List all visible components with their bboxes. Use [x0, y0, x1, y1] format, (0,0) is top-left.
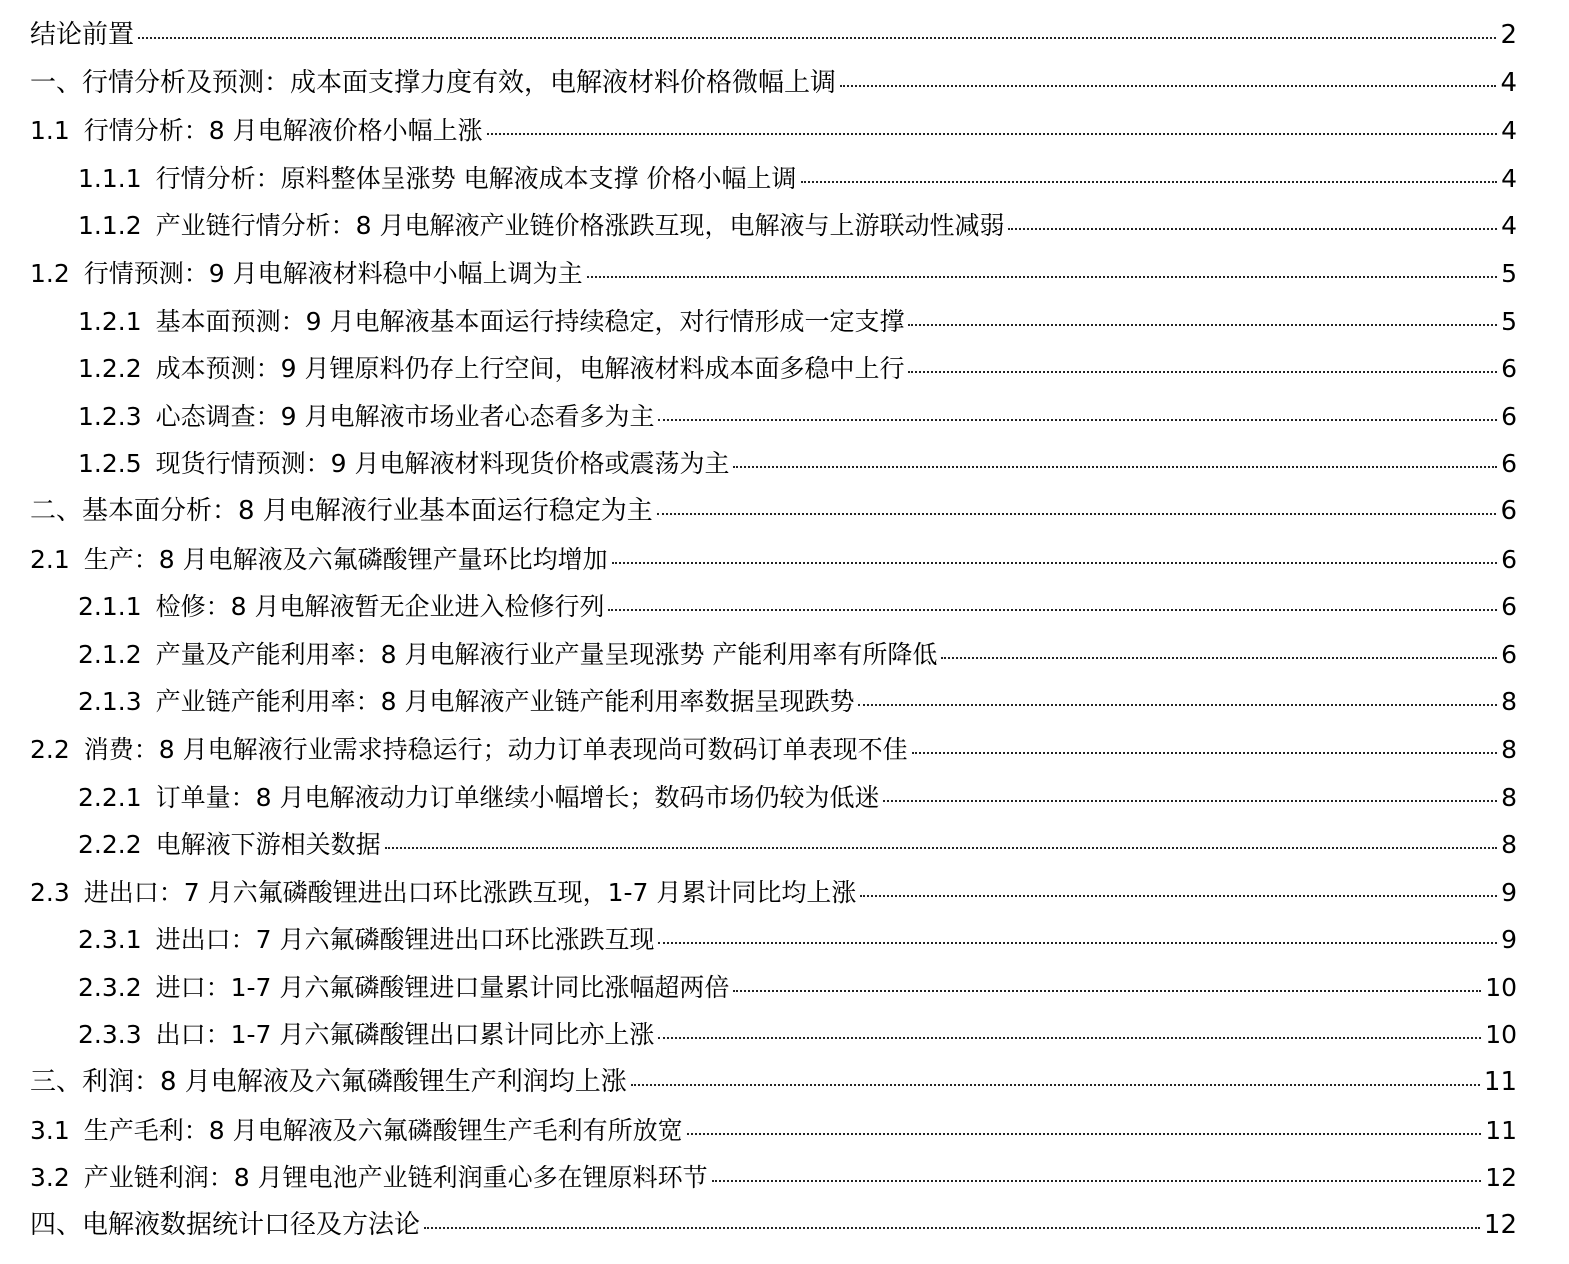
toc-entry-page-number: 6 [1501, 401, 1517, 431]
toc-entry[interactable] [30, 821, 1517, 869]
toc-entry-text: 现货行情预测：9 月电解液材料现货价格或震荡为主 [155, 449, 730, 479]
dot-leader [840, 85, 1496, 87]
toc-entry-page-number: 6 [1501, 544, 1517, 574]
toc-entry-page-number: 2 [1500, 20, 1517, 50]
toc-entry-title [78, 1011, 654, 1059]
toc-entry-page-number: 6 [1501, 354, 1517, 384]
toc-entry-title [78, 678, 854, 726]
toc-entry-page-number: 10 [1485, 972, 1517, 1002]
toc-entry[interactable] [30, 583, 1517, 631]
toc-entry-page-number: 6 [1500, 495, 1517, 526]
toc-entry-title [78, 964, 729, 1012]
dot-leader [912, 752, 1497, 754]
toc-entry-title [78, 583, 604, 631]
toc-entry-text: 进口：1-7 月六氟磷酸锂进口量累计同比涨幅超两倍 [155, 972, 730, 1002]
toc-entry[interactable] [30, 869, 1517, 917]
toc-entry-title [78, 345, 904, 393]
dot-leader [733, 990, 1481, 992]
toc-entry[interactable] [30, 1059, 1517, 1107]
dot-leader [801, 181, 1497, 183]
toc-entry-number: 2.1.2 [78, 639, 142, 669]
toc-entry-page-number: 8 [1501, 734, 1517, 764]
dot-leader [712, 1180, 1482, 1182]
dot-leader [424, 1227, 1480, 1229]
toc-entry-text: 产业链利润：8 月锂电池产业链利润重心多在锂原料环节 [83, 1163, 708, 1193]
toc-entry-title [78, 916, 654, 964]
toc-entry-text: 二、基本面分析：8 月电解液行业基本面运行稳定为主 [30, 495, 653, 526]
toc-entry[interactable] [30, 1154, 1517, 1202]
toc-entry-title [30, 726, 908, 774]
toc-entry-title [30, 488, 653, 536]
toc-entry[interactable] [30, 345, 1517, 393]
toc-entry-page-number: 9 [1501, 877, 1517, 907]
toc-entry-text: 行情预测：9 月电解液材料稳中小幅上调为主 [83, 258, 583, 288]
toc-entry-number: 2.1.3 [78, 687, 142, 717]
toc-entry-page-number: 11 [1483, 1067, 1517, 1098]
toc-entry-number: 2.2 [30, 734, 70, 764]
toc-entry-text: 产量及产能利用率：8 月电解液行业产量呈现涨势 产能利用率有所降低 [155, 639, 938, 669]
toc-entry[interactable] [30, 631, 1517, 679]
toc-entry-number: 2.3 [30, 877, 70, 907]
toc-entry[interactable] [30, 774, 1517, 822]
toc-entry-title [78, 393, 654, 441]
toc-entry[interactable] [30, 964, 1517, 1012]
toc-entry-title [30, 1107, 683, 1155]
toc-entry-text: 进出口：7 月六氟磷酸锂进出口环比涨跌互现，1-7 月累计同比均上涨 [83, 877, 857, 907]
toc-entry-number: 2.2.1 [78, 782, 142, 812]
toc-entry-text: 订单量：8 月电解液动力订单继续小幅增长；数码市场仍较为低迷 [155, 782, 880, 812]
toc-entry-title [30, 1154, 708, 1202]
toc-entry-title [30, 536, 608, 584]
toc-entry-text: 行情分析：8 月电解液价格小幅上涨 [83, 116, 483, 146]
toc-entry-page-number: 6 [1501, 639, 1517, 669]
dot-leader [658, 1037, 1481, 1039]
toc-entry-number: 1.2.5 [78, 449, 142, 479]
toc-entry-text: 产业链行情分析：8 月电解液产业链价格涨跌互现，电解液与上游联动性减弱 [155, 211, 1005, 241]
toc-entry-page-number: 12 [1483, 1209, 1517, 1240]
toc-entry[interactable] [30, 393, 1517, 441]
toc-entry-page-number: 6 [1501, 592, 1517, 622]
dot-leader [687, 1133, 1482, 1135]
toc-entry-title [78, 631, 937, 679]
toc-entry-page-number: 11 [1485, 1115, 1517, 1145]
dot-leader [658, 419, 1497, 421]
toc-entry[interactable] [30, 1107, 1517, 1155]
dot-leader [1008, 228, 1497, 230]
toc-entry-page-number: 8 [1501, 782, 1517, 812]
toc-entry[interactable] [30, 107, 1517, 155]
toc-entry-page-number: 12 [1485, 1163, 1517, 1193]
dot-leader [631, 1084, 1480, 1086]
toc-entry-number: 1.2 [30, 258, 70, 288]
toc-entry-title [78, 155, 797, 203]
toc-entry-number: 2.3.1 [78, 925, 142, 955]
toc-entry-number: 3.1 [30, 1115, 70, 1145]
toc-entry[interactable] [30, 916, 1517, 964]
toc-entry-title [30, 1202, 420, 1250]
toc-entry[interactable] [30, 1202, 1517, 1250]
toc-entry-title [78, 774, 879, 822]
toc-entry-title [30, 250, 583, 298]
toc-entry-page-number: 4 [1501, 163, 1517, 193]
toc-entry-text: 一、行情分析及预测：成本面支撑力度有效，电解液材料价格微幅上调 [30, 67, 837, 98]
toc-entry-page-number: 9 [1501, 925, 1517, 955]
toc-entry-title [78, 202, 1004, 250]
toc-entry-number: 1.2.3 [78, 401, 142, 431]
dot-leader [941, 657, 1497, 659]
toc-entry-number: 1.1 [30, 116, 70, 146]
toc-entry[interactable] [30, 536, 1517, 584]
table-of-contents [30, 12, 1517, 1249]
dot-leader [138, 37, 1496, 39]
toc-entry-number: 2.3.3 [78, 1020, 142, 1050]
toc-entry-text: 出口：1-7 月六氟磷酸锂出口累计同比亦上涨 [155, 1020, 655, 1050]
toc-entry-text: 生产毛利：8 月电解液及六氟磷酸锂生产毛利有所放宽 [83, 1115, 683, 1145]
toc-entry-text: 产业链产能利用率：8 月电解液产业链产能利用率数据呈现跌势 [155, 687, 855, 717]
toc-entry-number: 2.3.2 [78, 972, 142, 1002]
dot-leader [608, 609, 1497, 611]
toc-entry-text: 行情分析：原料整体呈涨势 电解液成本支撑 价格小幅上调 [155, 163, 797, 193]
toc-entry-title [30, 60, 836, 108]
toc-entry-number: 1.2.2 [78, 354, 142, 384]
toc-entry-page-number: 8 [1501, 830, 1517, 860]
toc-entry-page-number: 4 [1501, 211, 1517, 241]
toc-entry-title [30, 1059, 627, 1107]
toc-entry[interactable] [30, 250, 1517, 298]
toc-entry-number: 2.1.1 [78, 592, 142, 622]
toc-entry-number: 1.1.2 [78, 211, 142, 241]
dot-leader [858, 704, 1497, 706]
toc-entry[interactable] [30, 60, 1517, 108]
dot-leader [860, 895, 1497, 897]
toc-entry[interactable] [30, 155, 1517, 203]
dot-leader [612, 562, 1497, 564]
toc-entry-title [30, 12, 134, 60]
toc-entry[interactable] [30, 202, 1517, 250]
toc-entry[interactable] [30, 1011, 1517, 1059]
toc-entry-text: 三、利润：8 月电解液及六氟磷酸锂生产利润均上涨 [30, 1067, 627, 1098]
toc-entry-text: 检修：8 月电解液暂无企业进入检修行列 [155, 592, 605, 622]
toc-entry[interactable] [30, 12, 1517, 60]
toc-entry-text: 四、电解液数据统计口径及方法论 [30, 1209, 421, 1240]
dot-leader [657, 513, 1497, 515]
toc-entry-text: 电解液下游相关数据 [155, 830, 381, 860]
toc-entry[interactable] [30, 298, 1517, 346]
dot-leader [487, 133, 1497, 135]
toc-entry[interactable] [30, 678, 1517, 726]
toc-entry-page-number: 4 [1501, 116, 1517, 146]
toc-entry-text: 进出口：7 月六氟磷酸锂进出口环比涨跌互现 [155, 925, 655, 955]
toc-entry-title [78, 298, 904, 346]
toc-entry-number: 1.1.1 [78, 163, 142, 193]
toc-entry[interactable] [30, 488, 1517, 536]
toc-entry-text: 成本预测：9 月锂原料仍存上行空间，电解液材料成本面多稳中上行 [155, 354, 905, 384]
toc-entry-text: 心态调查：9 月电解液市场业者心态看多为主 [155, 401, 655, 431]
toc-entry-text: 消费：8 月电解液行业需求持稳运行；动力订单表现尚可数码订单表现不佳 [83, 734, 908, 764]
dot-leader [908, 324, 1497, 326]
toc-entry-title [78, 821, 381, 869]
toc-entry-title [78, 440, 729, 488]
dot-leader [908, 371, 1497, 373]
toc-entry-page-number: 5 [1501, 258, 1517, 288]
toc-entry-text: 生产：8 月电解液及六氟磷酸锂产量环比均增加 [83, 544, 608, 574]
toc-entry-text: 结论前置 [30, 20, 135, 50]
toc-entry-number: 1.2.1 [78, 306, 142, 336]
dot-leader [883, 800, 1497, 802]
toc-entry-page-number: 4 [1500, 67, 1517, 98]
toc-entry-text: 基本面预测：9 月电解液基本面运行持续稳定，对行情形成一定支撑 [155, 306, 905, 336]
toc-entry-title [30, 869, 856, 917]
dot-leader [658, 942, 1497, 944]
toc-entry-number: 2.1 [30, 544, 70, 574]
toc-entry-number: 3.2 [30, 1163, 70, 1193]
toc-entry-page-number: 10 [1485, 1020, 1517, 1050]
dot-leader [587, 276, 1497, 278]
toc-entry-number: 2.2.2 [78, 830, 142, 860]
toc-entry-page-number: 5 [1501, 306, 1517, 336]
toc-entry[interactable] [30, 440, 1517, 488]
toc-entry-title [30, 107, 483, 155]
toc-entry-page-number: 8 [1501, 687, 1517, 717]
dot-leader [733, 466, 1497, 468]
toc-entry-page-number: 6 [1501, 449, 1517, 479]
dot-leader [385, 847, 1497, 849]
toc-entry[interactable] [30, 726, 1517, 774]
